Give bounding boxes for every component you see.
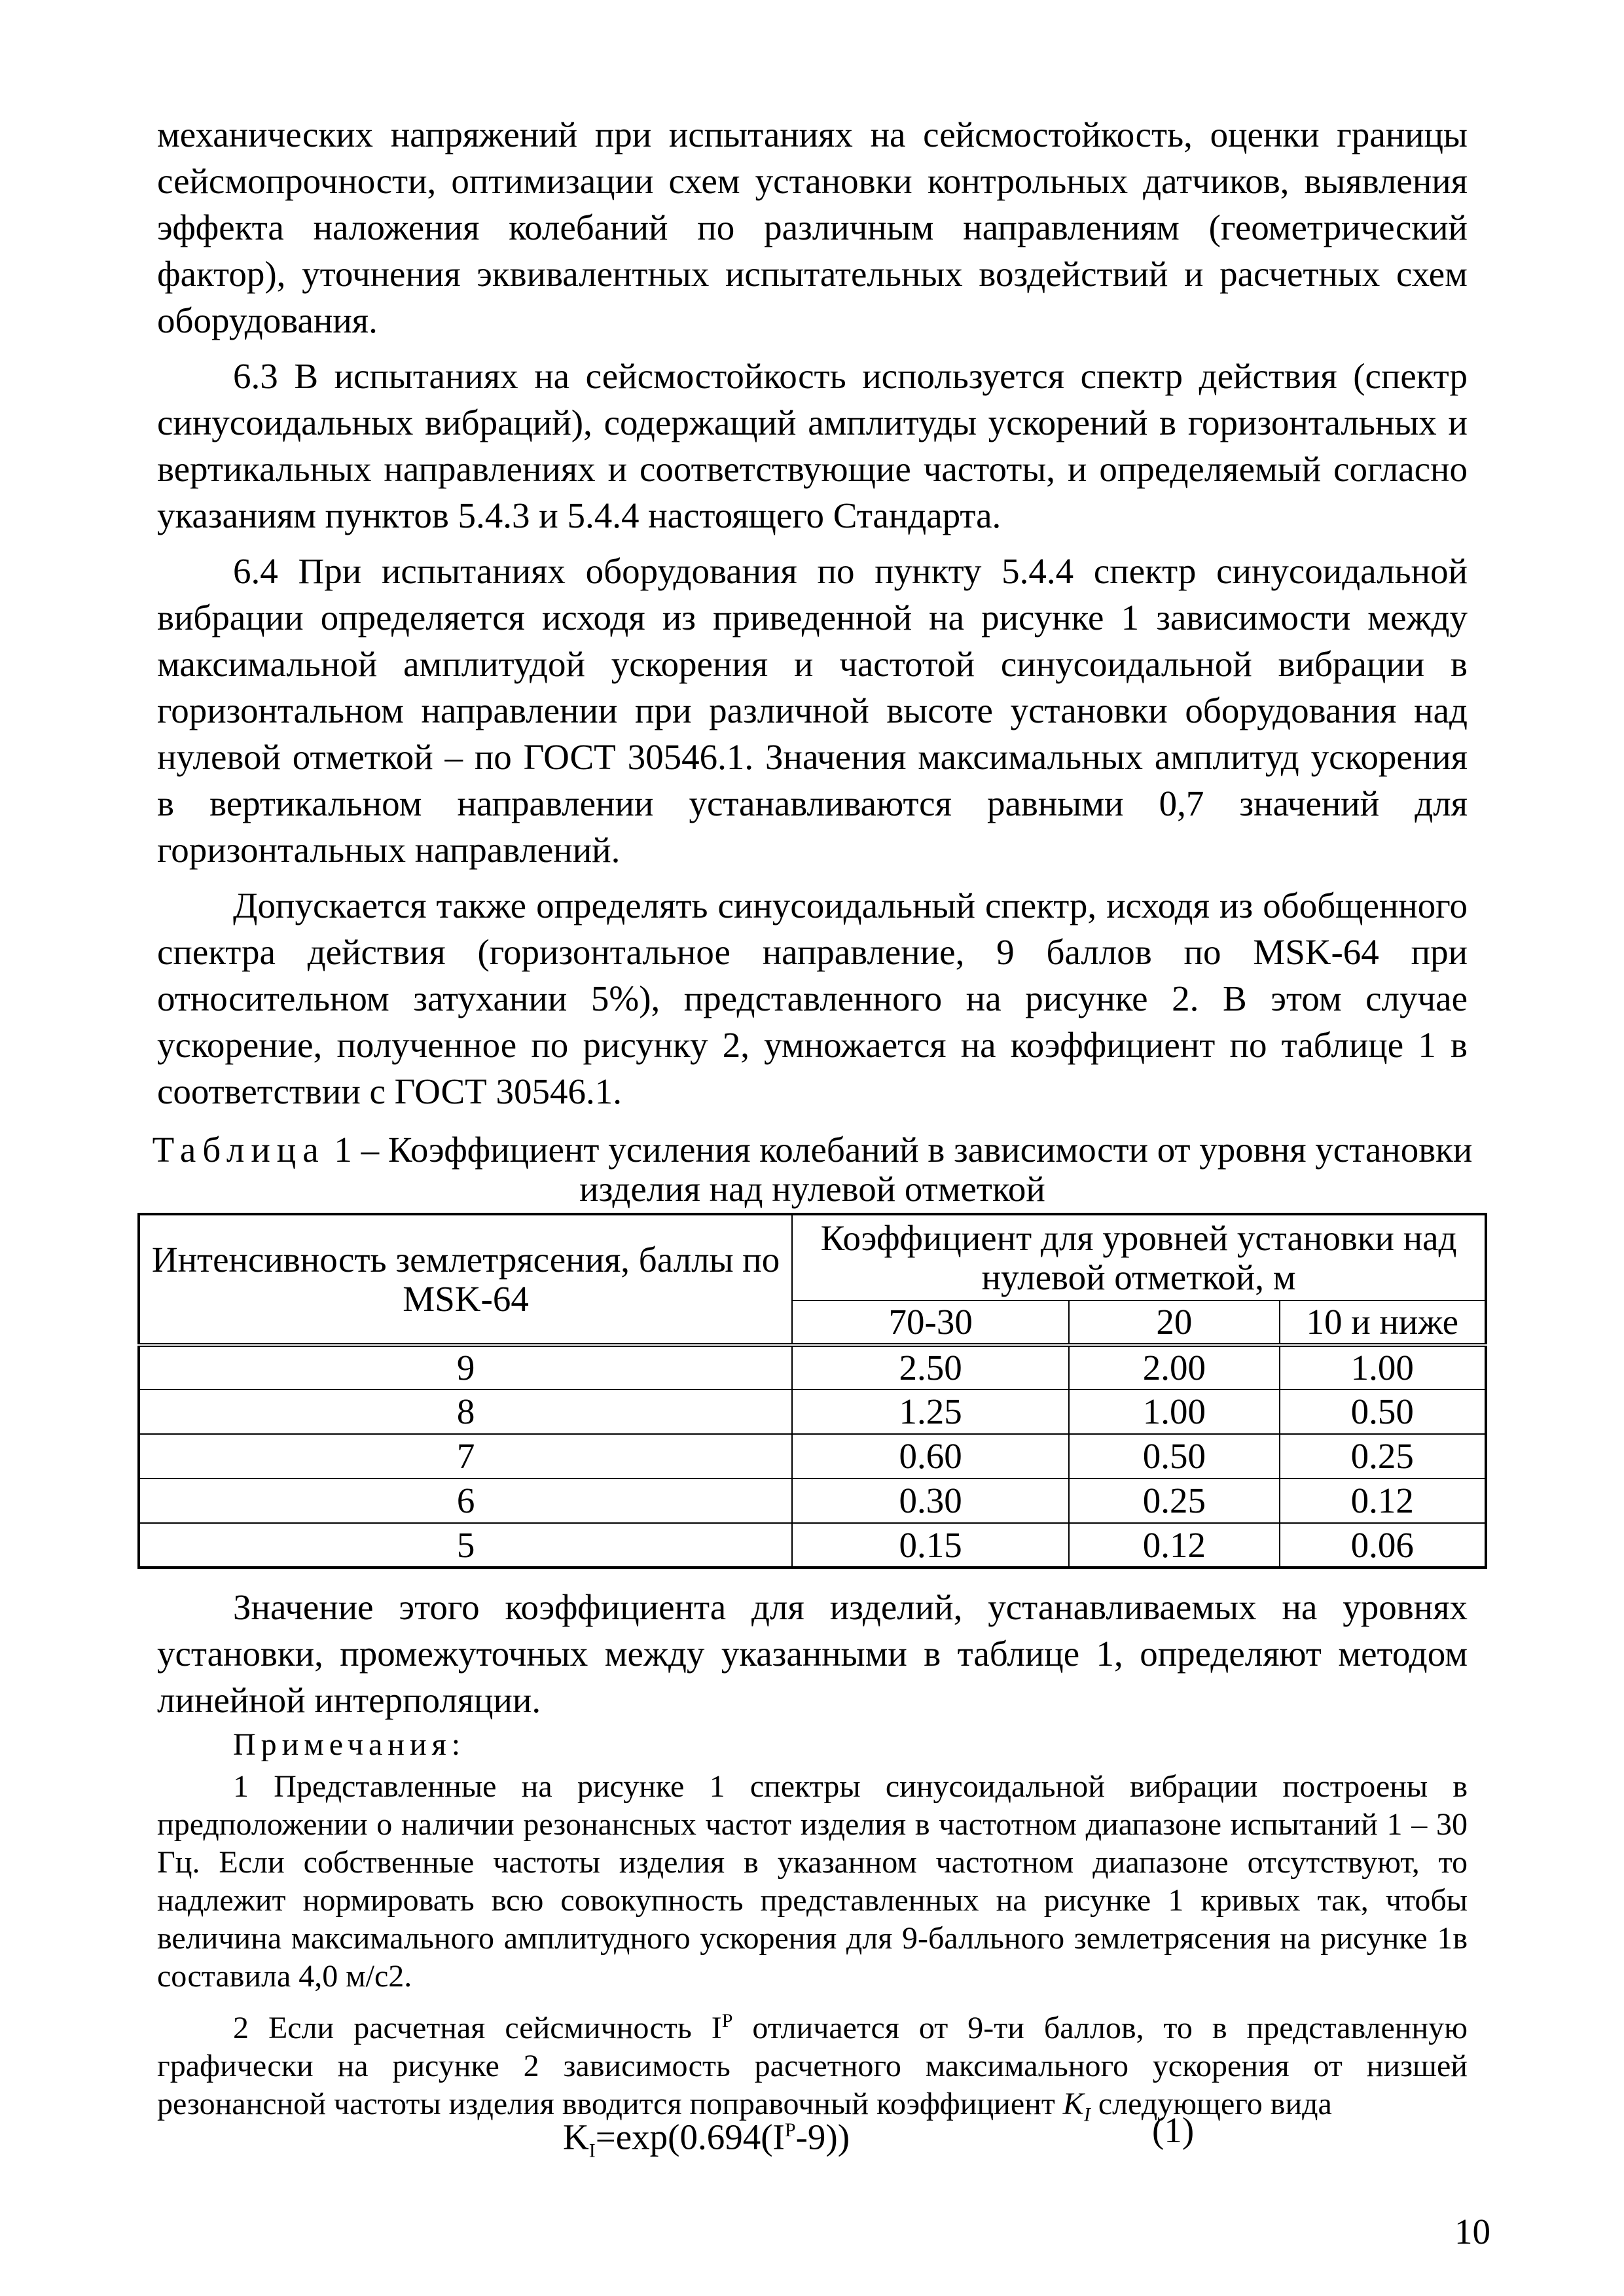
body-text-top — [157, 111, 1468, 1115]
formula-number: (1) — [1152, 2110, 1195, 2150]
cell-value: 0.50 — [1280, 1390, 1486, 1434]
note-2: 2 Если расчетная сейсмичность $I^P$ отличается от 9-ти баллов, то в представленную графически на рисунке 2 зависимость расчетного максимального ускорения от низшей резонансной частоты изделия вводится поправочный коэффициент $K_I$ следующего вида — [157, 2010, 1468, 2126]
subheader-20: 20 — [1069, 1300, 1279, 1345]
cell-value: 0.12 — [1069, 1523, 1279, 1568]
table-row — [139, 1479, 1486, 1523]
header-coefficient-group: Коэффициент для уровней установки над нулевой отметкой, м — [792, 1214, 1486, 1300]
cell-value: 0.60 — [792, 1434, 1069, 1479]
cell-intensity: 6 — [139, 1479, 792, 1523]
cell-value: 0.15 — [792, 1523, 1069, 1568]
cell-intensity: 7 — [139, 1434, 792, 1479]
page-number: 10 — [1454, 2212, 1490, 2251]
cell-intensity: 5 — [139, 1523, 792, 1568]
table-row — [139, 1523, 1486, 1568]
paragraph-6-4: 6.4 При испытаниях оборудования по пункту 5.4.4 спектр синусоидальной вибрации определяется исходя из приведенной на рисунке 1 зависимости между максимальной амплитудой ускорения и частотой синусоидальной вибрации в горизонтальном направлении при различной высоте установки оборудования над нулевой отметкой – по ГОСТ 30546.1. Значения максимальных амплитуд ускорения в вертикальном направлении устанавливаются равными 0,7 значений для горизонтальных направлений. — [157, 551, 1468, 870]
coefficient-symbol: K — [1062, 2087, 1084, 2121]
cell-value: 0.06 — [1280, 1523, 1486, 1568]
subheader-70-30: 70-30 — [792, 1300, 1069, 1345]
cell-value: 0.50 — [1069, 1434, 1279, 1479]
cell-value: 0.12 — [1280, 1479, 1486, 1523]
cell-intensity: 9 — [139, 1345, 792, 1390]
paragraph-continuation: механических напряжений при испытаниях на сейсмостойкость, оценки границы сейсмопрочности, оптимизации схем установки контрольных датчиков, выявления эффекта наложения колебаний по различным направлениям (геометрический фактор), уточнения эквивалентных испытательных воздействий и расчетных схем оборудования. — [157, 115, 1468, 340]
table-caption-text: 1 – Коэффициент усиления колебаний в зависимости от уровня установки изделия над нулевой отметкой — [325, 1130, 1473, 1209]
cell-value: 1.00 — [1280, 1345, 1486, 1390]
cell-value: 2.00 — [1069, 1345, 1279, 1390]
formula: $K_I=\exp(0.694(I^P-9))$ — [563, 2117, 850, 2162]
table-row — [139, 1345, 1486, 1390]
table-row — [139, 1390, 1486, 1434]
paragraph-tolerance: Допускается также определять синусоидальный спектр, исходя из обобщенного спектра действия (горизонтальное направление, 9 баллов по MSK-64 при относительном затухании 5%), представленного на рисунке 2. В этом случае ускорение, полученное по рисунку 2, умножается на коэффициент по таблице 1 в соответствии с ГОСТ 30546.1. — [157, 886, 1468, 1111]
note-1: 1 Представленные на рисунке 1 спектры синусоидальной вибрации построены в предположении о наличии резонансных частот изделия в частотном диапазоне испытаний 1 – 30 Гц. Если собственные частоты изделия в указанном частотном диапазоне отсутствуют, то надлежит нормировать всю совокупность представленных на рисунке 1 кривых так, чтобы величина максимального амплитудного ускорения для 9-балльного землетрясения на рисунке 1в составила 4,0 м/с2. — [157, 1769, 1468, 1994]
table-caption-word: Таблица — [152, 1130, 325, 1170]
cell-value: 0.25 — [1069, 1479, 1279, 1523]
table-row — [139, 1434, 1486, 1479]
paragraph-interpolation: Значение этого коэффициента для изделий, устанавливаемых на уровнях установки, промежуточных между указанными в таблице 1, определяют методом линейной интерполяции. — [157, 1587, 1468, 1720]
cell-value: 0.30 — [792, 1479, 1069, 1523]
table-header-row — [139, 1214, 1486, 1300]
cell-value: 2.50 — [792, 1345, 1069, 1390]
cell-value: 0.25 — [1280, 1434, 1486, 1479]
cell-intensity: 8 — [139, 1390, 792, 1434]
notes-heading: Примечания: — [233, 1727, 466, 1762]
body-text-bottom — [157, 1584, 1468, 2134]
table-caption — [151, 1130, 1474, 1209]
coefficient-table — [137, 1213, 1487, 1569]
paragraph-6-3: 6.3 В испытаниях на сейсмостойкость используется спектр действия (спектр синусоидальных вибраций), содержащий амплитуды ускорений в горизонтальных и вертикальных направлениях и соответствующие частоты, и определяемый согласно указаниям пунктов 5.4.3 и 5.4.4 настоящего Стандарта. — [157, 356, 1468, 535]
header-intensity: Интенсивность землетрясения, баллы по MSK-64 — [139, 1214, 792, 1345]
cell-value: 1.25 — [792, 1390, 1069, 1434]
subheader-10-and-below: 10 и ниже — [1280, 1300, 1486, 1345]
cell-value: 1.00 — [1069, 1390, 1279, 1434]
